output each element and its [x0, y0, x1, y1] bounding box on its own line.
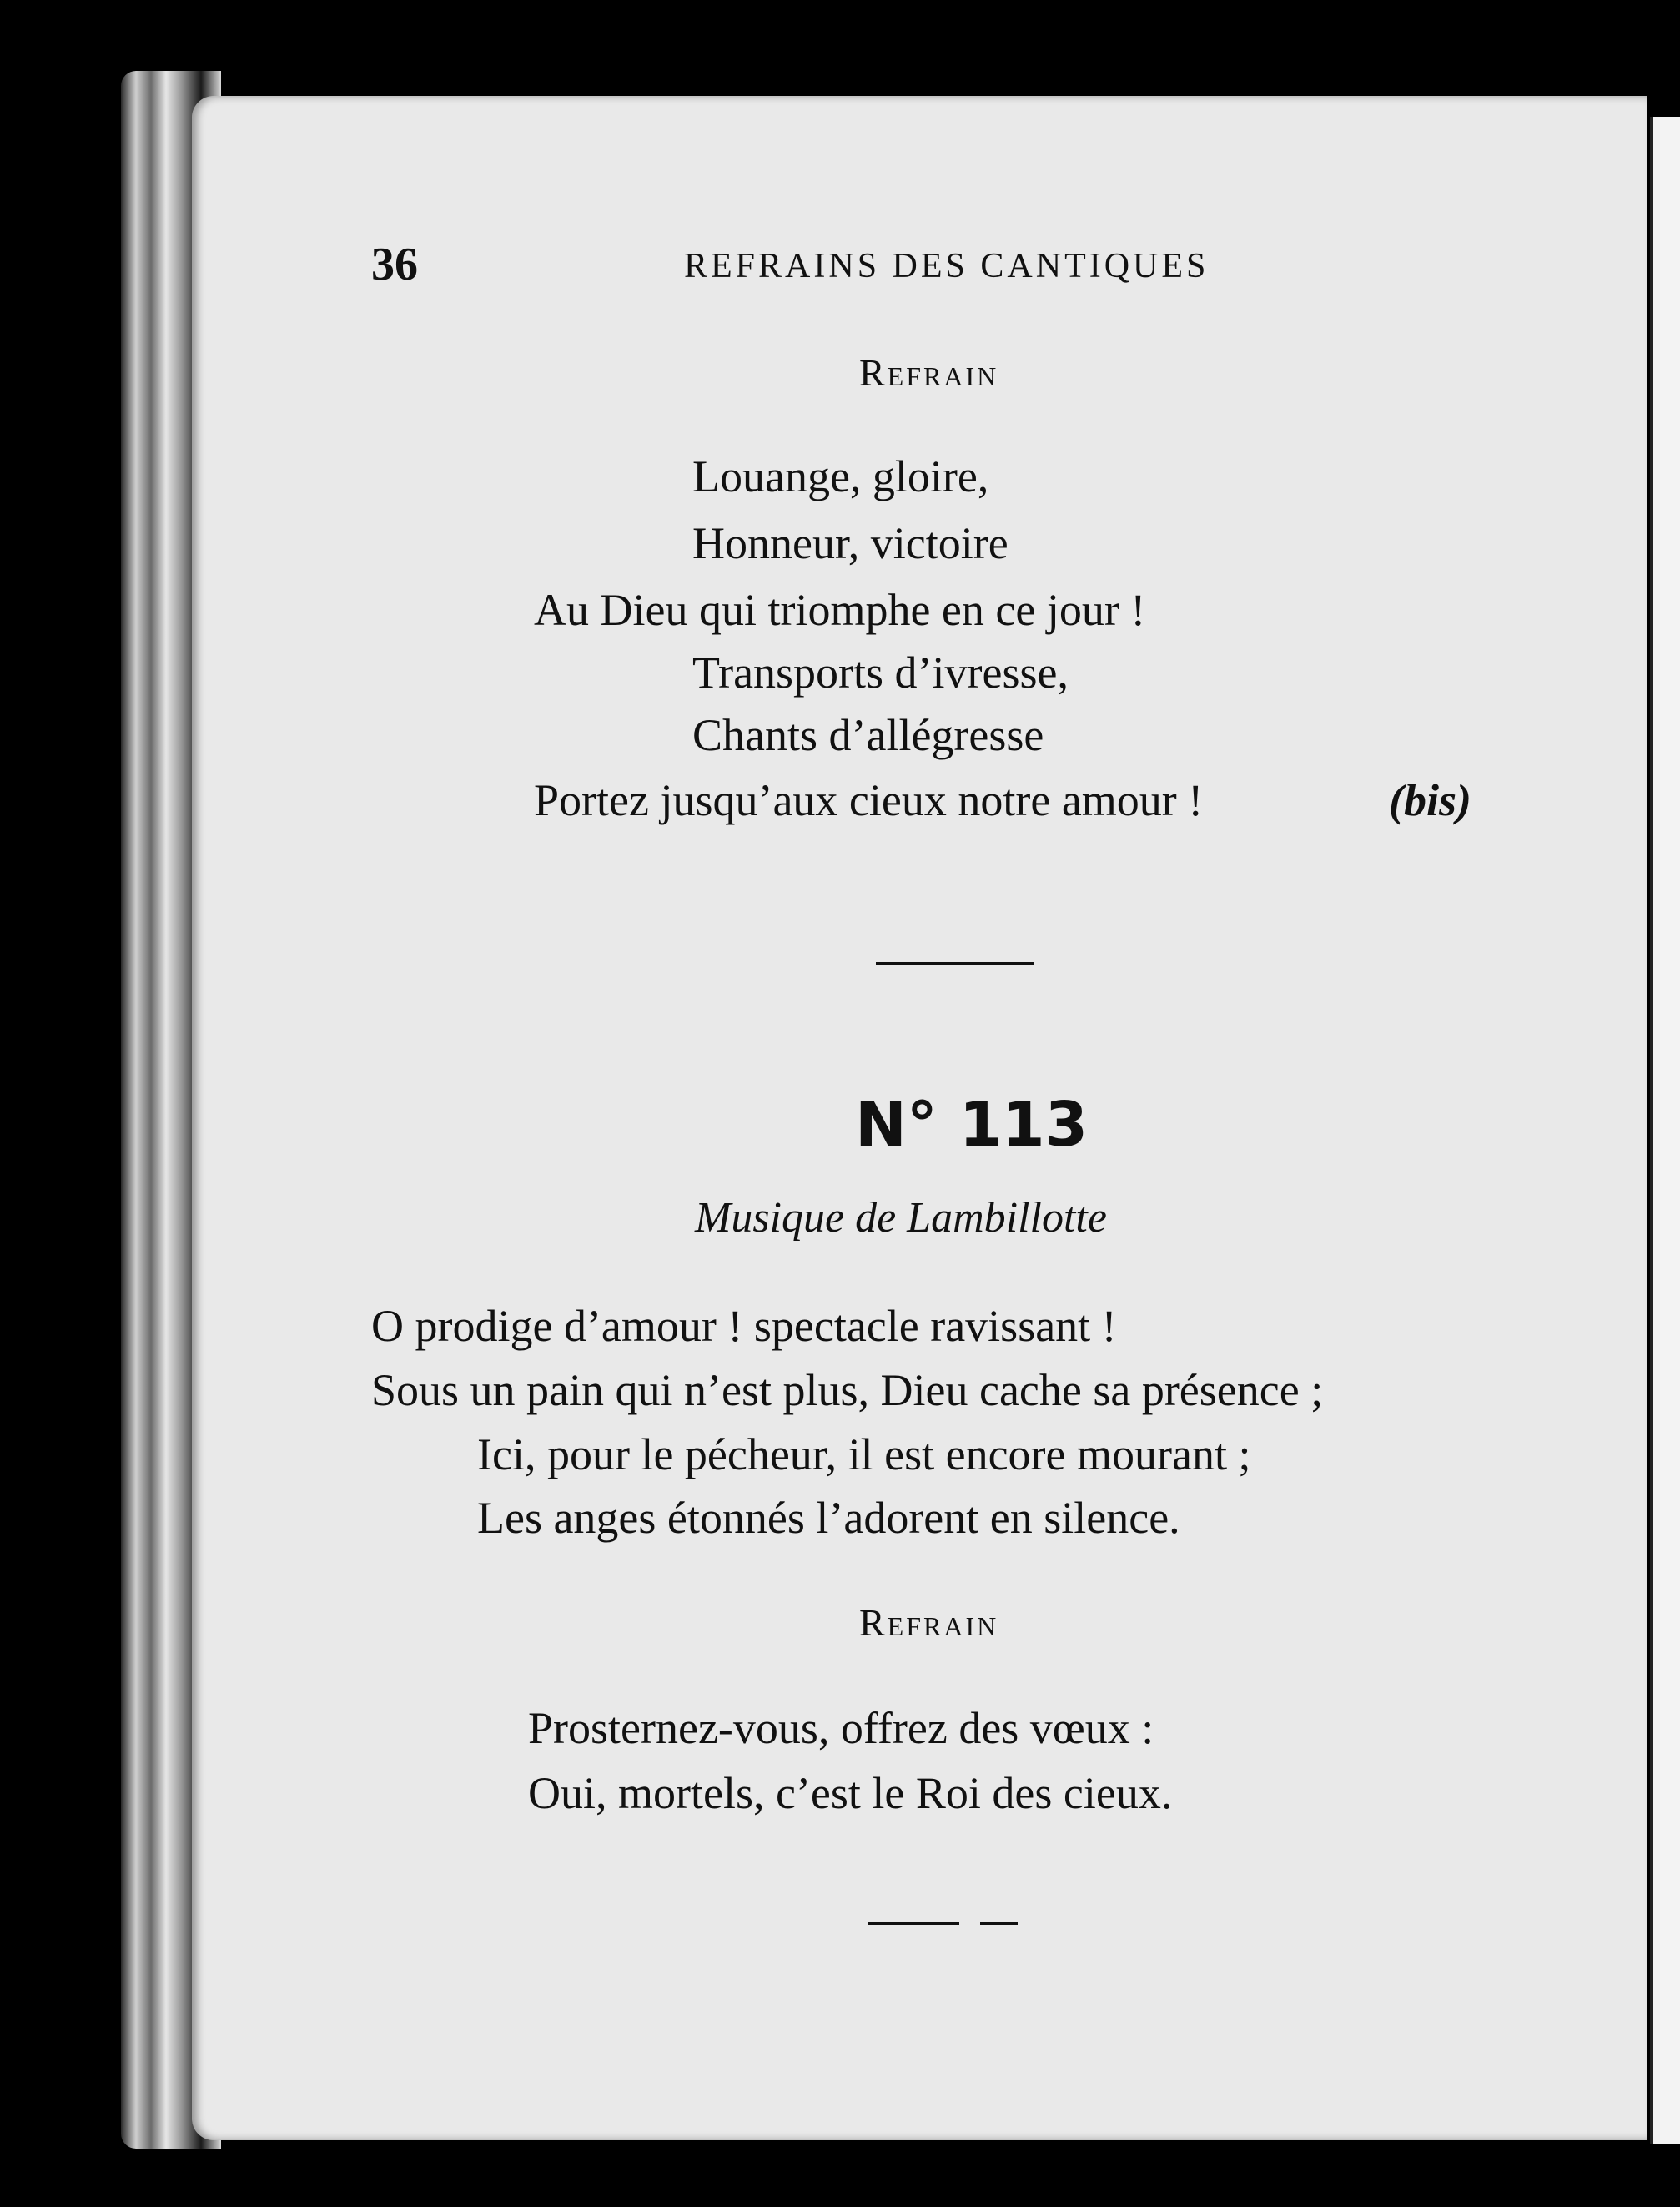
- section-divider: [876, 962, 1034, 965]
- refrain-line-4: Transports d’ivresse,: [692, 647, 1069, 698]
- refrain-line-6: Portez jusqu’aux cieux notre amour !: [534, 775, 1204, 825]
- verse-line-1: O prodige d’amour ! spectacle ravissant !: [371, 1301, 1117, 1351]
- end-rule-long: [868, 1922, 959, 1925]
- facing-page-edge: [1650, 117, 1680, 2144]
- refrain-line-3: Au Dieu qui triomphe en ce jour !: [534, 585, 1146, 635]
- refrain-heading-1: Refrain: [859, 351, 999, 394]
- refrain2-line-2: Oui, mortels, c’est le Roi des cieux.: [528, 1768, 1173, 1818]
- refrain-line-1: Louange, gloire,: [692, 451, 989, 501]
- verse-line-3: Ici, pour le pécheur, il est encore mourant ;: [477, 1429, 1251, 1479]
- refrain-line-2: Honneur, victoire: [692, 518, 1009, 568]
- verse-line-2: Sous un pain qui n’est plus, Dieu cache sa présence ;: [371, 1365, 1324, 1415]
- page-number: 36: [371, 239, 418, 290]
- refrain-line-5: Chants d’allégresse: [692, 710, 1044, 760]
- end-rule-short: [980, 1922, 1018, 1925]
- verse-line-4: Les anges étonnés l’adorent en silence.: [477, 1493, 1180, 1543]
- running-title: REFRAINS DES CANTIQUES: [684, 247, 1210, 285]
- hymn-number: N° 113: [855, 1089, 1089, 1161]
- refrain-heading-2: Refrain: [859, 1601, 999, 1644]
- repeat-mark: (bis): [1389, 775, 1471, 825]
- refrain2-line-1: Prosternez-vous, offrez des vœux :: [528, 1703, 1154, 1753]
- composer-credit: Musique de Lambillotte: [695, 1194, 1107, 1242]
